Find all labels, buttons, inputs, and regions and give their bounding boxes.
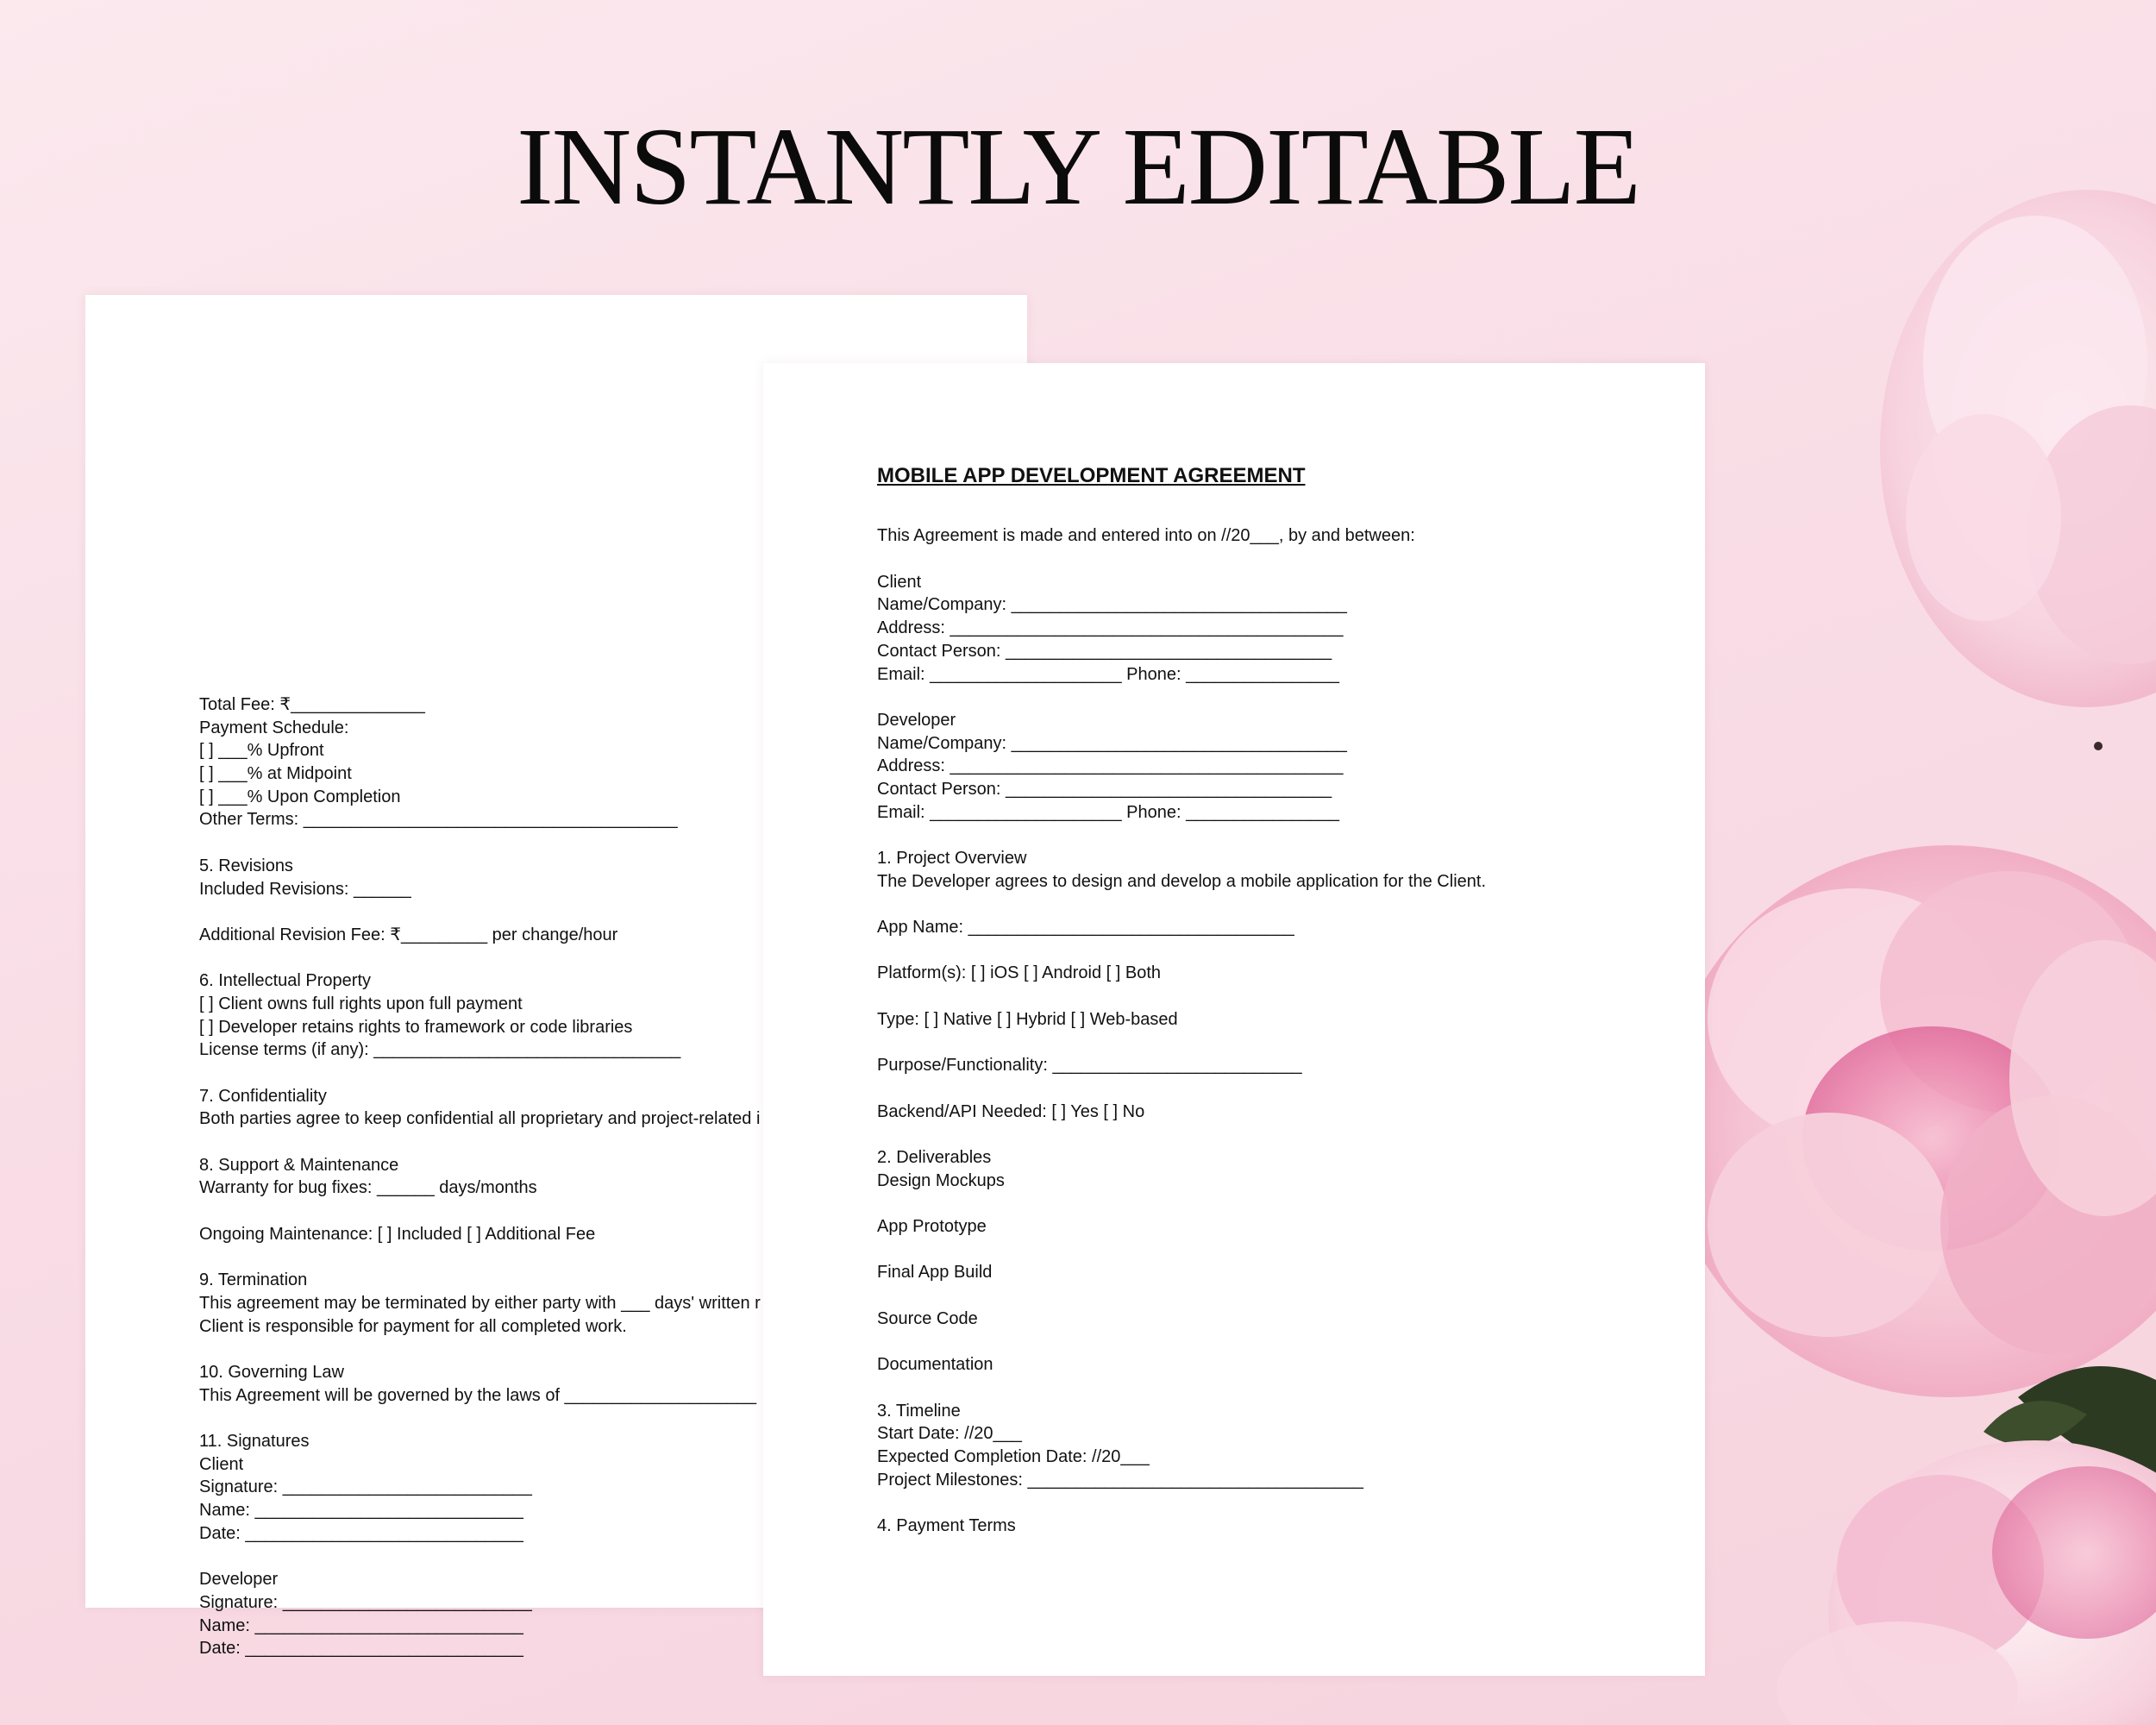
document-line: 4. Payment Terms: [877, 1515, 1016, 1535]
document-line: Developer: [199, 1570, 279, 1590]
document-line: Final App Build: [877, 1263, 993, 1283]
document-line: Expected Completion Date: //20___: [877, 1446, 1150, 1466]
document-line: Name/Company: ___________________________________: [877, 595, 1347, 615]
document-line: Contact Person: __________________________________: [877, 641, 1332, 661]
blank-line: [199, 1246, 848, 1270]
document-line: Ongoing Maintenance: [ ] Included [ ] Additional Fee: [199, 1224, 596, 1244]
document-line: Client is responsible for payment for all completed work.: [199, 1316, 627, 1336]
document-line: Platform(s): [ ] iOS [ ] Android [ ] Both: [877, 963, 1162, 983]
document-line: Name: ____________________________: [199, 1615, 523, 1635]
document-line: Date: _____________________________: [199, 1523, 523, 1543]
back-page-text: [199, 693, 848, 1660]
headline: INSTANTLY EDITABLE: [517, 105, 1639, 228]
document-line: Contact Person: __________________________________: [877, 779, 1332, 799]
document-line: Source Code: [877, 1308, 978, 1328]
blank-line: [199, 1545, 848, 1568]
document-line: Type: [ ] Native [ ] Hybrid [ ] Web-based: [877, 1009, 1178, 1029]
document-line: Start Date: //20___: [877, 1424, 1022, 1444]
blank-line: [877, 1239, 1636, 1262]
document-line: 6. Intellectual Property: [199, 971, 371, 991]
document-line: Included Revisions: ______: [199, 879, 411, 899]
blank-line: [877, 985, 1636, 1008]
document-line: 2. Deliverables: [877, 1147, 992, 1167]
blank-line: [877, 824, 1636, 847]
document-line: Backend/API Needed: [ ] Yes [ ] No: [877, 1101, 1145, 1121]
document-line: Email: ____________________ Phone: ________________: [877, 802, 1340, 822]
front-page-text: [877, 479, 1636, 1538]
document-line: 7. Confidentiality: [199, 1086, 327, 1106]
document-line: 11. Signatures: [199, 1432, 310, 1451]
blank-line: [877, 1284, 1636, 1308]
blank-line: [877, 893, 1636, 916]
document-line: 5. Revisions: [199, 856, 293, 875]
document-line: Purpose/Functionality: __________________________: [877, 1056, 1302, 1076]
document-line: Additional Revision Fee: ₹_________ per change/hour: [199, 925, 618, 944]
blank-line: [199, 900, 848, 924]
document-line: Signature: __________________________: [199, 1592, 532, 1612]
document-line: License terms (if any): ________________________________: [199, 1040, 681, 1060]
document-line: Total Fee: ₹______________: [199, 695, 425, 714]
blank-line: [877, 1330, 1636, 1353]
blank-line: [877, 1491, 1636, 1515]
document-line: Other Terms: _______________________________________: [199, 810, 678, 830]
document-line: Project Milestones: ___________________________________: [877, 1470, 1363, 1490]
document-line: The Developer agrees to design and develop a mobile application for the Client.: [877, 871, 1486, 891]
blank-line: [199, 1338, 848, 1361]
agreement-title: MOBILE APP DEVELOPMENT AGREEMENT: [877, 464, 1306, 487]
document-line: 1. Project Overview: [877, 849, 1027, 868]
document-line: This agreement may be terminated by either party with ___ days' written r: [199, 1293, 761, 1313]
document-line: Name/Company: ___________________________________: [877, 733, 1347, 753]
document-line: Payment Schedule:: [199, 718, 349, 737]
document-line: [ ] Developer retains rights to framework or code libraries: [199, 1017, 633, 1037]
document-line: App Name: __________________________________: [877, 918, 1294, 938]
blank-line: [199, 831, 848, 855]
document-line: Client: [199, 1454, 244, 1474]
blank-line: [877, 1077, 1636, 1101]
blank-line: [199, 947, 848, 970]
document-line: 10. Governing Law: [199, 1362, 344, 1382]
document-line: Design Mockups: [877, 1170, 1005, 1190]
document-line: 8. Support & Maintenance: [199, 1155, 399, 1175]
document-line: Client: [877, 572, 922, 592]
document-line: [ ] ___% Upon Completion: [199, 787, 401, 806]
blank-line: [877, 686, 1636, 709]
document-line: [ ] Client owns full rights upon full payment: [199, 994, 523, 1013]
blank-line: [199, 1200, 848, 1223]
blank-line: [877, 1032, 1636, 1055]
document-line: Name: ____________________________: [199, 1501, 523, 1521]
blank-line: [199, 1407, 848, 1430]
document-line: Developer: [877, 710, 956, 730]
document-line: Email: ____________________ Phone: ________________: [877, 664, 1340, 684]
blank-line: [877, 1377, 1636, 1400]
blank-line: [877, 479, 1636, 502]
blank-line: [877, 1123, 1636, 1146]
document-line: Date: _____________________________: [199, 1639, 523, 1659]
document-line: Address: _________________________________________: [877, 618, 1344, 638]
document-line: 3. Timeline: [877, 1401, 961, 1421]
document-line: [ ] ___% at Midpoint: [199, 764, 352, 784]
document-line: Address: _________________________________________: [877, 756, 1344, 776]
blank-line: [199, 1062, 848, 1085]
document-line: [ ] ___% Upfront: [199, 741, 324, 761]
document-line: Signature: __________________________: [199, 1477, 532, 1497]
document-line: This Agreement is made and entered into on //20___, by and between:: [877, 526, 1415, 546]
document-line: App Prototype: [877, 1217, 987, 1236]
document-page-front: [763, 363, 1705, 1676]
blank-line: [877, 1192, 1636, 1215]
document-line: Documentation: [877, 1355, 993, 1375]
document-line: Warranty for bug fixes: ______ days/months: [199, 1178, 537, 1198]
blank-line: [199, 1131, 848, 1154]
document-line: Both parties agree to keep confidential all proprietary and project-related i: [199, 1109, 761, 1129]
blank-line: [877, 502, 1636, 525]
document-line: This Agreement will be governed by the laws of ____________________: [199, 1385, 757, 1405]
document-line: 9. Termination: [199, 1270, 308, 1290]
blank-line: [877, 548, 1636, 571]
blank-line: [877, 939, 1636, 963]
